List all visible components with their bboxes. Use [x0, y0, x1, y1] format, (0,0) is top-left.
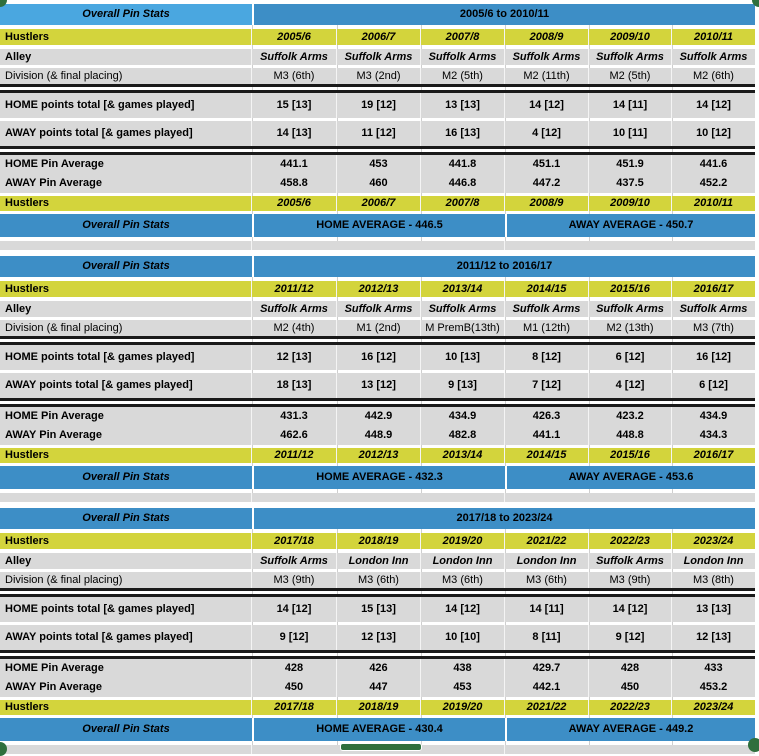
- table-cell: 2021/22: [505, 533, 589, 549]
- table-cell: 2016/17: [672, 281, 755, 297]
- table-cell: M2 (4th): [252, 320, 337, 336]
- table-cell: 14 [12]: [252, 597, 337, 622]
- table-cell: 13 [12]: [337, 373, 421, 398]
- table-row: [0, 49, 755, 65]
- table-row: [0, 407, 755, 426]
- table-cell: London Inn: [337, 553, 421, 569]
- row-label: Division (& final placing): [0, 320, 252, 336]
- blank-cell: [505, 493, 755, 502]
- table-cell: 2008/9: [505, 29, 589, 45]
- table-cell: 2011/12: [252, 281, 337, 297]
- table-cell: 2013/14: [421, 448, 505, 463]
- row-label: Alley: [0, 49, 252, 65]
- section-title: Overall Pin Stats: [0, 214, 252, 237]
- table-cell: M PremB(13th): [421, 320, 505, 336]
- row-label: HOME points total [& games played]: [0, 345, 252, 370]
- table-cell: 429.7: [505, 659, 589, 678]
- table-cell: M2 (5th): [589, 68, 672, 84]
- table-row: [0, 448, 755, 463]
- table-cell: 448.8: [589, 426, 672, 445]
- blank-cell: [0, 745, 252, 754]
- table-cell: 16 [13]: [421, 121, 505, 146]
- table-cell: 16 [12]: [337, 345, 421, 370]
- row-label: AWAY points total [& games played]: [0, 121, 252, 146]
- table-cell: 450: [252, 678, 337, 697]
- table-cell: 450: [589, 678, 672, 697]
- table-cell: M1 (2nd): [337, 320, 421, 336]
- row-label: Hustlers: [0, 448, 252, 463]
- table-cell: 16 [12]: [672, 345, 755, 370]
- table-cell: 13 [13]: [421, 93, 505, 118]
- table-cell: 451.1: [505, 155, 589, 174]
- table-row: [0, 155, 755, 174]
- home-average: HOME AVERAGE - 446.5: [254, 214, 505, 237]
- table-cell: Suffolk Arms: [337, 301, 421, 317]
- table-cell: 2017/18: [252, 533, 337, 549]
- table-cell: 452.2: [672, 174, 755, 193]
- table-cell: 2007/8: [421, 29, 505, 45]
- table-cell: 2009/10: [589, 29, 672, 45]
- table-cell: 482.8: [421, 426, 505, 445]
- home-average: HOME AVERAGE - 430.4: [254, 718, 505, 741]
- away-average: AWAY AVERAGE - 449.2: [507, 718, 755, 741]
- table-cell: 2005/6: [252, 196, 337, 211]
- table-row: [0, 345, 755, 370]
- table-row: [0, 466, 755, 489]
- table-cell: 2015/16: [589, 281, 672, 297]
- table-cell: Suffolk Arms: [505, 49, 589, 65]
- table-cell: 14 [12]: [589, 597, 672, 622]
- table-cell: 2016/17: [672, 448, 755, 463]
- row-label: Hustlers: [0, 196, 252, 211]
- table-cell: 2011/12: [252, 448, 337, 463]
- blank-cell: [252, 493, 505, 502]
- table-cell: 9 [12]: [252, 625, 337, 650]
- table-cell: 19 [12]: [337, 93, 421, 118]
- table-cell: 2014/15: [505, 281, 589, 297]
- section-title: Overall Pin Stats: [0, 718, 252, 741]
- table-cell: 426.3: [505, 407, 589, 426]
- table-cell: 453.2: [672, 678, 755, 697]
- table-cell: 428: [252, 659, 337, 678]
- table-cell: 2010/11: [672, 29, 755, 45]
- table-cell: 2010/11: [672, 196, 755, 211]
- section-title: Overall Pin Stats: [0, 466, 252, 489]
- season-range: 2011/12 to 2016/17: [254, 256, 755, 277]
- table-cell: 2018/19: [337, 533, 421, 549]
- selection-handle-bottom[interactable]: [340, 743, 422, 751]
- table-cell: M3 (8th): [672, 572, 755, 588]
- table-cell: Suffolk Arms: [252, 553, 337, 569]
- blank-cell: [505, 241, 755, 250]
- table-cell: 8 [11]: [505, 625, 589, 650]
- table-cell: 441.8: [421, 155, 505, 174]
- table-cell: 441.1: [505, 426, 589, 445]
- table-cell: 12 [13]: [337, 625, 421, 650]
- table-cell: Suffolk Arms: [672, 49, 755, 65]
- table-cell: 13 [13]: [672, 597, 755, 622]
- table-cell: 431.3: [252, 407, 337, 426]
- table-row: [0, 196, 755, 211]
- row-label: AWAY points total [& games played]: [0, 373, 252, 398]
- table-row: [0, 508, 755, 529]
- table-cell: Suffolk Arms: [589, 553, 672, 569]
- table-cell: M3 (6th): [505, 572, 589, 588]
- table-cell: 451.9: [589, 155, 672, 174]
- table-cell: 10 [11]: [589, 121, 672, 146]
- table-cell: M3 (2nd): [337, 68, 421, 84]
- table-row: [0, 625, 755, 650]
- row-label: Division (& final placing): [0, 572, 252, 588]
- row-label: HOME points total [& games played]: [0, 597, 252, 622]
- table-cell: 447.2: [505, 174, 589, 193]
- table-cell: M2 (11th): [505, 68, 589, 84]
- table-cell: 2022/23: [589, 533, 672, 549]
- table-row: [0, 678, 755, 697]
- table-row: [0, 426, 755, 445]
- table-cell: 4 [12]: [505, 121, 589, 146]
- section-title: Overall Pin Stats: [0, 256, 252, 277]
- table-cell: 442.9: [337, 407, 421, 426]
- table-cell: Suffolk Arms: [421, 49, 505, 65]
- row-label: Hustlers: [0, 533, 252, 549]
- table-cell: 434.9: [421, 407, 505, 426]
- table-cell: 2006/7: [337, 29, 421, 45]
- table-cell: M3 (9th): [252, 572, 337, 588]
- row-label: HOME Pin Average: [0, 407, 252, 426]
- section-title: Overall Pin Stats: [0, 4, 252, 25]
- blank-cell: [505, 745, 755, 754]
- table-cell: M1 (12th): [505, 320, 589, 336]
- table-cell: M3 (6th): [421, 572, 505, 588]
- table-cell: 10 [13]: [421, 345, 505, 370]
- blank-cell: [0, 241, 252, 250]
- table-cell: Suffolk Arms: [589, 301, 672, 317]
- table-cell: 441.1: [252, 155, 337, 174]
- table-row: [0, 121, 755, 146]
- table-cell: 2015/16: [589, 448, 672, 463]
- table-cell: 2022/23: [589, 700, 672, 715]
- away-average: AWAY AVERAGE - 450.7: [507, 214, 755, 237]
- blank-cell: [252, 241, 505, 250]
- table-row: [0, 214, 755, 237]
- table-cell: 2005/6: [252, 29, 337, 45]
- table-cell: 434.3: [672, 426, 755, 445]
- table-cell: M2 (13th): [589, 320, 672, 336]
- table-cell: 447: [337, 678, 421, 697]
- table-cell: Suffolk Arms: [505, 301, 589, 317]
- row-label: Division (& final placing): [0, 68, 252, 84]
- table-cell: Suffolk Arms: [252, 49, 337, 65]
- table-row: [0, 718, 755, 741]
- table-cell: 8 [12]: [505, 345, 589, 370]
- table-cell: 12 [13]: [672, 625, 755, 650]
- table-cell: M2 (6th): [672, 68, 755, 84]
- table-cell: 434.9: [672, 407, 755, 426]
- table-cell: 7 [12]: [505, 373, 589, 398]
- table-cell: 2014/15: [505, 448, 589, 463]
- table-cell: Suffolk Arms: [252, 301, 337, 317]
- table-row: [0, 373, 755, 398]
- table-cell: 423.2: [589, 407, 672, 426]
- table-cell: 2013/14: [421, 281, 505, 297]
- table-cell: 2007/8: [421, 196, 505, 211]
- table-cell: 428: [589, 659, 672, 678]
- table-cell: 441.6: [672, 155, 755, 174]
- table-cell: Suffolk Arms: [337, 49, 421, 65]
- table-row: [0, 68, 755, 84]
- table-cell: Suffolk Arms: [672, 301, 755, 317]
- table-cell: 2019/20: [421, 700, 505, 715]
- table-cell: 14 [12]: [672, 93, 755, 118]
- table-cell: 458.8: [252, 174, 337, 193]
- row-label: HOME points total [& games played]: [0, 93, 252, 118]
- table-cell: London Inn: [672, 553, 755, 569]
- table-cell: M3 (7th): [672, 320, 755, 336]
- table-row: [0, 29, 755, 45]
- table-cell: 462.6: [252, 426, 337, 445]
- blank-cell: [0, 493, 252, 502]
- table-cell: 2021/22: [505, 700, 589, 715]
- row-label: AWAY Pin Average: [0, 174, 252, 193]
- table-cell: Suffolk Arms: [421, 301, 505, 317]
- table-cell: 11 [12]: [337, 121, 421, 146]
- row-label: HOME Pin Average: [0, 155, 252, 174]
- table-cell: 453: [421, 678, 505, 697]
- table-cell: M3 (6th): [252, 68, 337, 84]
- table-cell: 433: [672, 659, 755, 678]
- table-cell: 6 [12]: [589, 345, 672, 370]
- table-row: [0, 533, 755, 549]
- table-cell: 9 [13]: [421, 373, 505, 398]
- table-row: [0, 320, 755, 336]
- selection-handle-bottom-right[interactable]: [748, 738, 759, 752]
- row-label: Alley: [0, 553, 252, 569]
- row-label: AWAY points total [& games played]: [0, 625, 252, 650]
- table-cell: 446.8: [421, 174, 505, 193]
- table-row: [0, 93, 755, 118]
- table-cell: 9 [12]: [589, 625, 672, 650]
- row-label: Alley: [0, 301, 252, 317]
- table-row: [0, 597, 755, 622]
- season-range: 2005/6 to 2010/11: [254, 4, 755, 25]
- table-cell: 438: [421, 659, 505, 678]
- table-cell: 2018/19: [337, 700, 421, 715]
- table-cell: 437.5: [589, 174, 672, 193]
- table-cell: 14 [12]: [421, 597, 505, 622]
- table-cell: 6 [12]: [672, 373, 755, 398]
- table-cell: 448.9: [337, 426, 421, 445]
- table-row: [0, 301, 755, 317]
- table-cell: 15 [13]: [337, 597, 421, 622]
- table-cell: 10 [12]: [672, 121, 755, 146]
- table-cell: 14 [12]: [505, 93, 589, 118]
- table-row: [0, 4, 755, 25]
- table-cell: M2 (5th): [421, 68, 505, 84]
- section-title: Overall Pin Stats: [0, 508, 252, 529]
- table-cell: 2023/24: [672, 700, 755, 715]
- table-cell: 2006/7: [337, 196, 421, 211]
- table-cell: 18 [13]: [252, 373, 337, 398]
- row-label: Hustlers: [0, 700, 252, 715]
- table-row: [0, 256, 755, 277]
- row-spacer: [0, 493, 755, 502]
- table-row: [0, 659, 755, 678]
- table-cell: 453: [337, 155, 421, 174]
- table-cell: 2008/9: [505, 196, 589, 211]
- table-cell: London Inn: [505, 553, 589, 569]
- table-cell: 2019/20: [421, 533, 505, 549]
- table-cell: 2017/18: [252, 700, 337, 715]
- season-range: 2017/18 to 2023/24: [254, 508, 755, 529]
- row-label: AWAY Pin Average: [0, 678, 252, 697]
- table-cell: Suffolk Arms: [589, 49, 672, 65]
- table-cell: 14 [13]: [252, 121, 337, 146]
- row-label: AWAY Pin Average: [0, 426, 252, 445]
- table-cell: 442.1: [505, 678, 589, 697]
- table-cell: London Inn: [421, 553, 505, 569]
- table-row: [0, 700, 755, 715]
- table-cell: 14 [11]: [505, 597, 589, 622]
- home-average: HOME AVERAGE - 432.3: [254, 466, 505, 489]
- row-spacer: [0, 241, 755, 250]
- table-row: [0, 572, 755, 588]
- table-cell: 4 [12]: [589, 373, 672, 398]
- row-label: Hustlers: [0, 29, 252, 45]
- row-label: Hustlers: [0, 281, 252, 297]
- table-cell: 14 [11]: [589, 93, 672, 118]
- table-cell: 2012/13: [337, 281, 421, 297]
- table-cell: 460: [337, 174, 421, 193]
- table-cell: 15 [13]: [252, 93, 337, 118]
- table-cell: 426: [337, 659, 421, 678]
- table-row: [0, 174, 755, 193]
- table-cell: 10 [10]: [421, 625, 505, 650]
- table-cell: M3 (9th): [589, 572, 672, 588]
- table-row: [0, 281, 755, 297]
- table-cell: 2009/10: [589, 196, 672, 211]
- table-row: [0, 553, 755, 569]
- row-label: HOME Pin Average: [0, 659, 252, 678]
- table-cell: 2012/13: [337, 448, 421, 463]
- table-cell: M3 (6th): [337, 572, 421, 588]
- table-cell: 12 [13]: [252, 345, 337, 370]
- away-average: AWAY AVERAGE - 453.6: [507, 466, 755, 489]
- table-cell: 2023/24: [672, 533, 755, 549]
